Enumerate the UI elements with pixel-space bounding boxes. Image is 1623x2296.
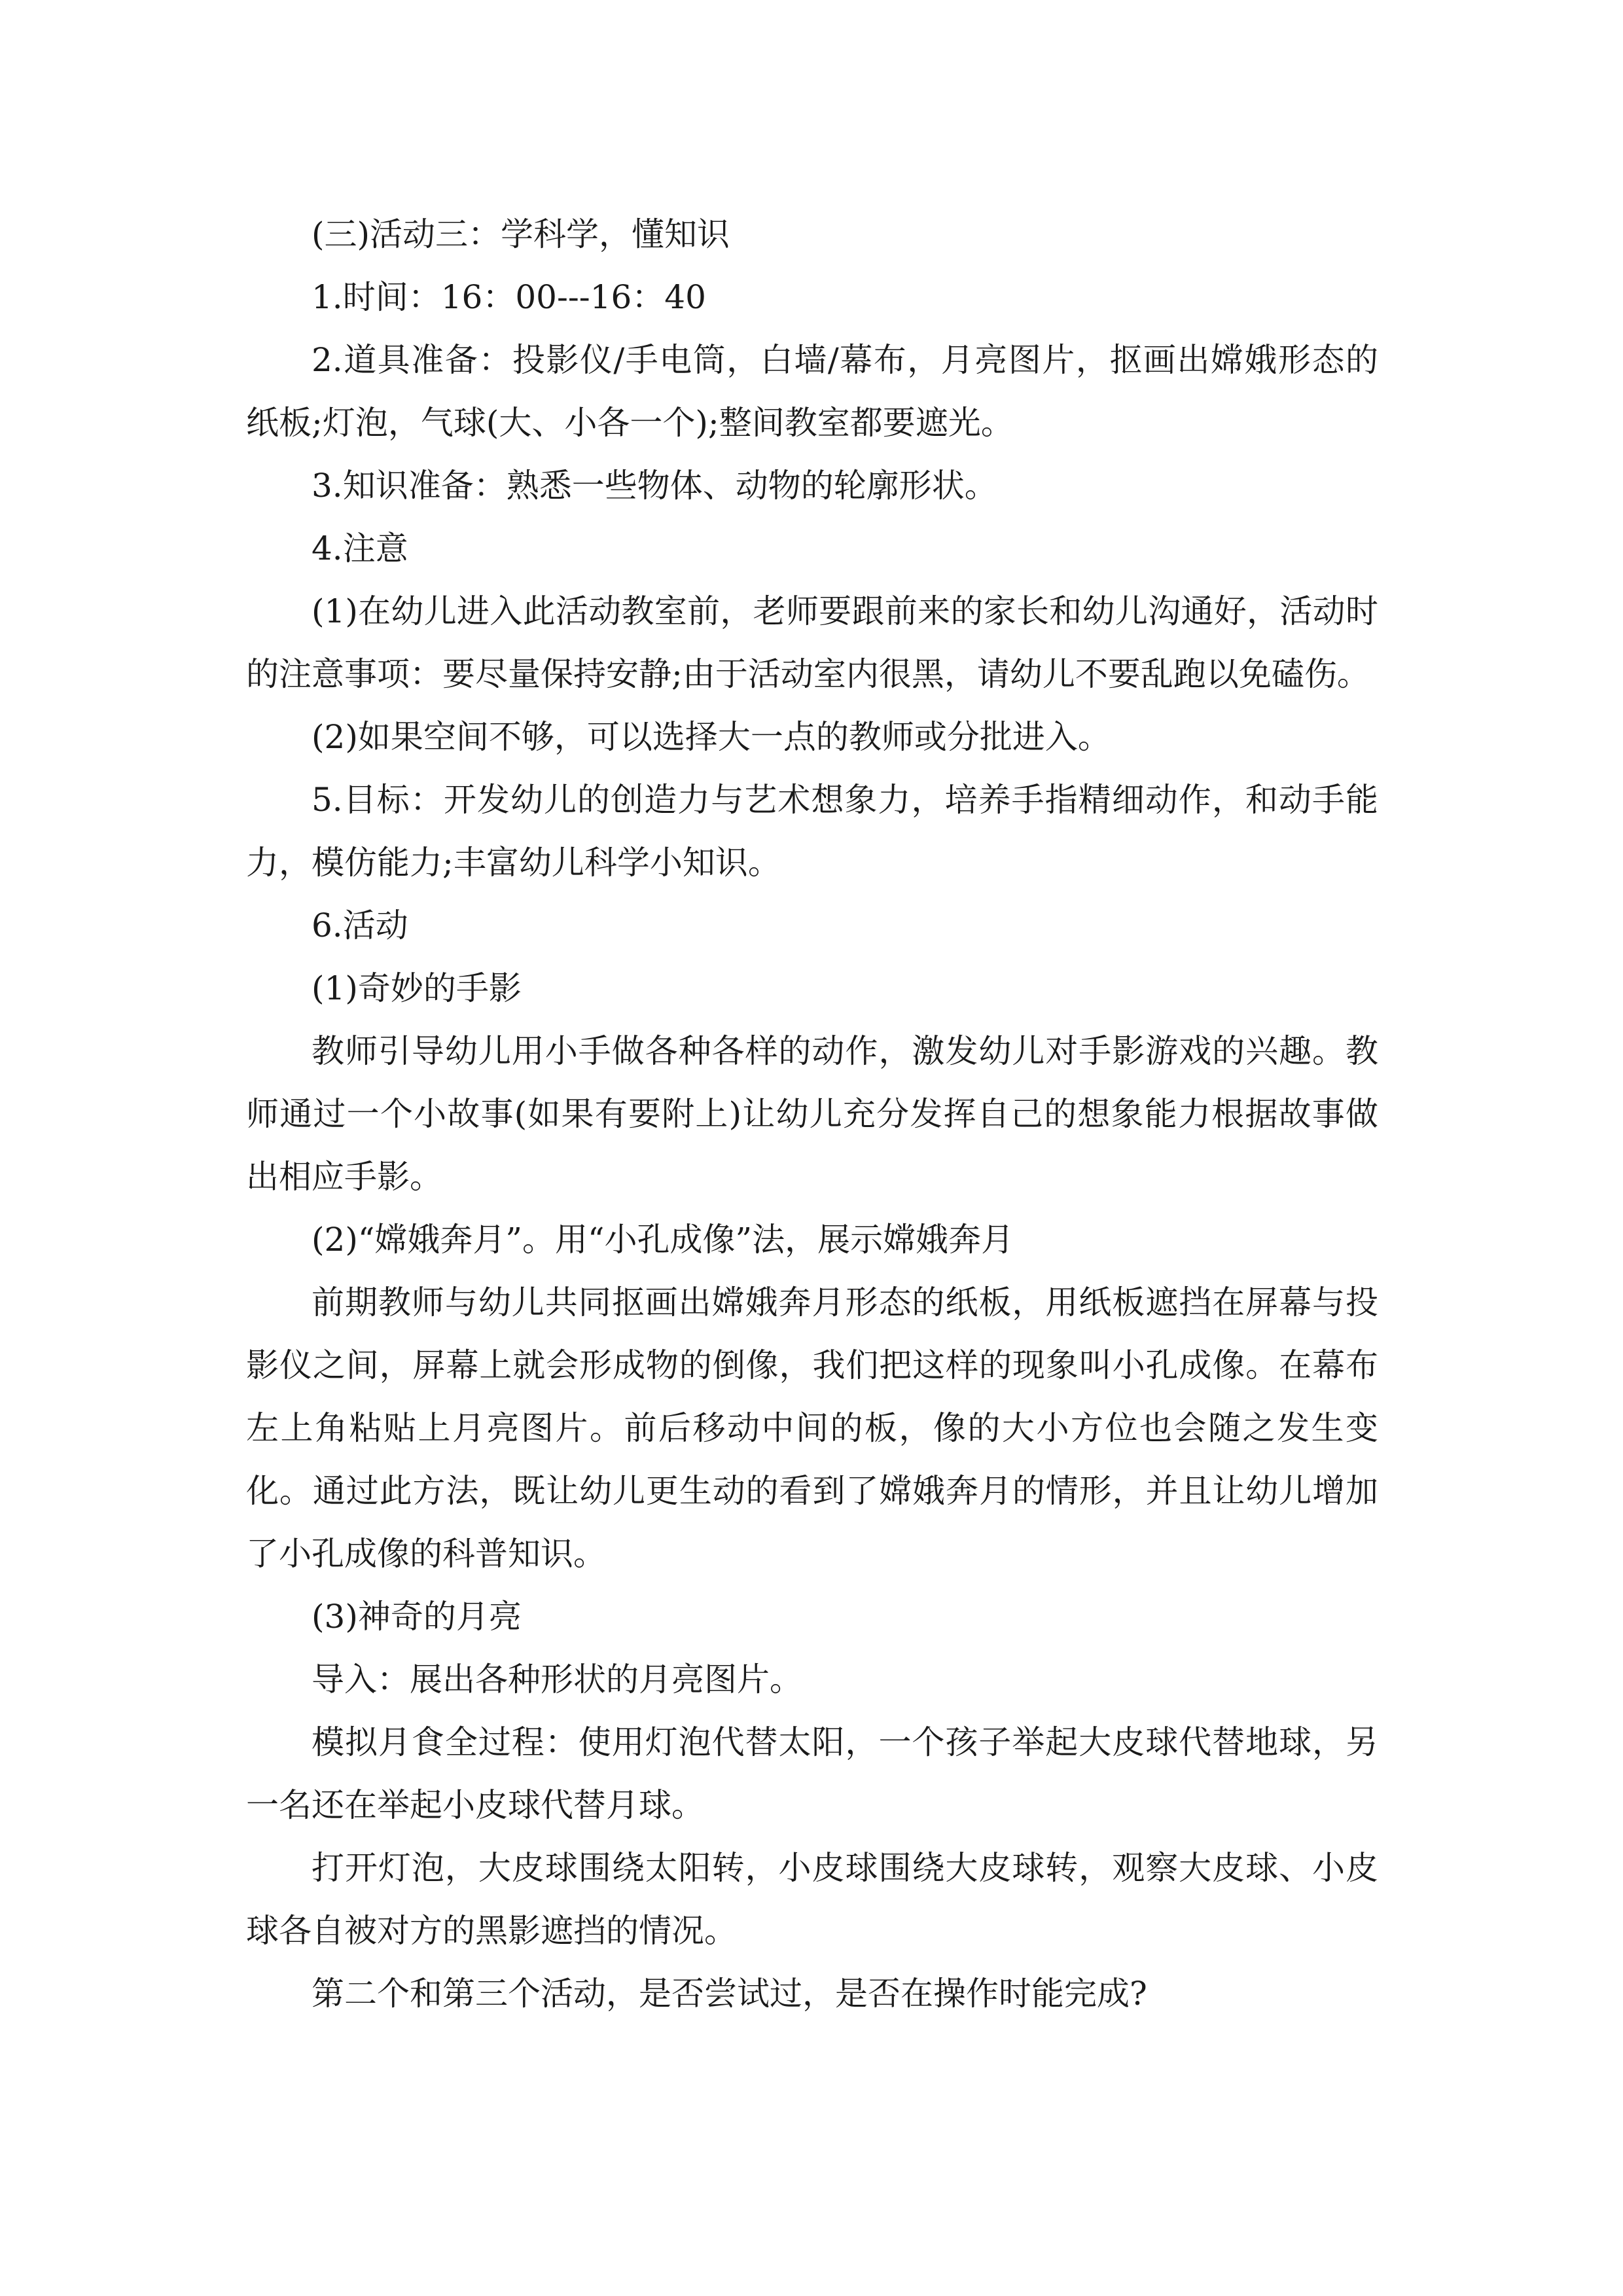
goal-item: 5.目标：开发幼儿的创造力与艺术想象力，培养手指精细动作，和动手能力，模仿能力;丰富幼儿科学小知识。	[246, 781, 1378, 882]
props-item: 2.道具准备：投影仪/手电筒，白墙/幕布，月亮图片，抠画出嫦娥形态的纸板;灯泡，气球(大、小各一个);整间教室都要遮光。	[246, 341, 1378, 442]
activity-3-simulation: 模拟月食全过程：使用灯泡代替太阳，一个孩子举起大皮球代替地球，另一名还在举起小皮球代替月球。	[246, 1723, 1378, 1824]
activity-3-observation: 打开灯泡，大皮球围绕太阳转，小皮球围绕大皮球转，观察大皮球、小皮球各自被对方的黑影遮挡的情况。	[246, 1849, 1378, 1950]
note-2: (2)如果空间不够，可以选择大一点的教师或分批进入。	[312, 718, 1111, 756]
activity-2-title: (2)“嫦娥奔月”。用“小孔成像”法，展示嫦娥奔月	[312, 1221, 1014, 1259]
section-heading: (三)活动三：学科学，懂知识	[312, 215, 730, 253]
closing-question: 第二个和第三个活动，是否尝试过，是否在操作时能完成?	[312, 1975, 1147, 2013]
activity-2-body: 前期教师与幼儿共同抠画出嫦娥奔月形态的纸板，用纸板遮挡在屏幕与投影仪之间，屏幕上就会形成物的倒像，我们把这样的现象叫小孔成像。在幕布左上角粘贴上月亮图片。前后移动中间的板，像的大小方位也会随之发生变化。通过此方法，既让幼儿更生动的看到了嫦娥奔月的情形，并且让幼儿增加了小孔成像的科普知识。	[246, 1283, 1378, 1573]
knowledge-item: 3.知识准备：熟悉一些物体、动物的轮廓形状。	[312, 467, 997, 505]
document-body	[246, 203, 1378, 2025]
activity-1-title: (1)奇妙的手影	[312, 969, 522, 1007]
activity-1-body: 教师引导幼儿用小手做各种各样的动作，激发幼儿对手影游戏的兴趣。教师通过一个小故事(如果有要附上)让幼儿充分发挥自己的想象能力根据故事做出相应手影。	[246, 1032, 1378, 1196]
activity-3-intro: 导入：展出各种形状的月亮图片。	[312, 1660, 802, 1698]
activity-heading: 6.活动	[312, 906, 408, 944]
activity-3-title: (3)神奇的月亮	[312, 1598, 522, 1636]
time-item: 1.时间：16：00---16：40	[312, 278, 706, 316]
notes-heading: 4.注意	[312, 529, 408, 567]
note-1: (1)在幼儿进入此活动教室前，老师要跟前来的家长和幼儿沟通好，活动时的注意事项：要尽量保持安静;由于活动室内很黑，请幼儿不要乱跑以免磕伤。	[246, 592, 1378, 693]
